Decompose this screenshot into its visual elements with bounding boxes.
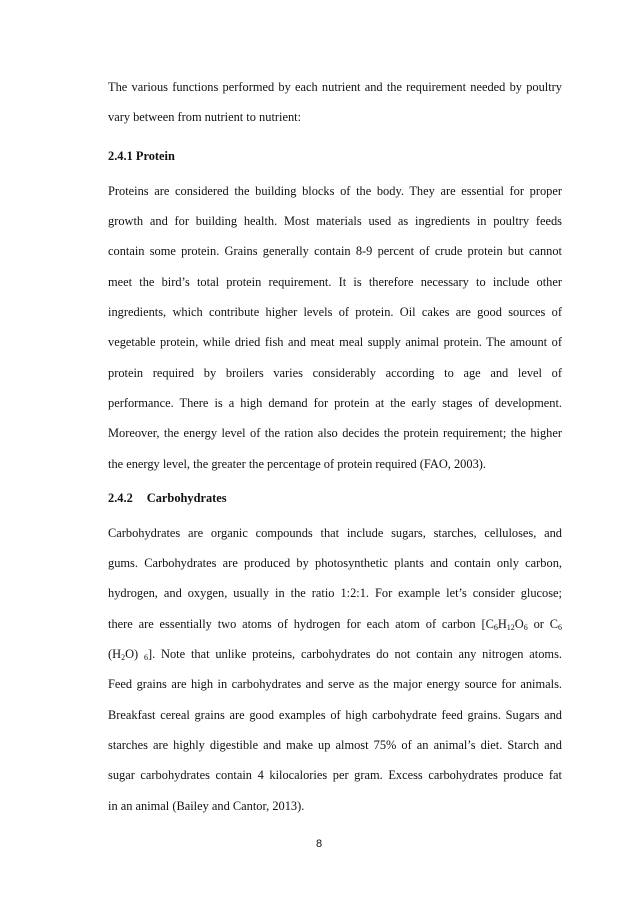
page-number: 8 xyxy=(315,838,323,850)
formula-text: (H xyxy=(108,647,122,661)
formula-text: O xyxy=(514,617,524,631)
paragraph-line: Proteins are considered the building blocks of the body. They are essential for proper xyxy=(108,184,562,198)
paragraph-line: hydrogen, and oxygen, usually in the ratio 1:2:1. For example let’s consider glucose; xyxy=(108,586,562,600)
paragraph-line: gums. Carbohydrates are produced by photosynthetic plants and contain only carbon, xyxy=(108,556,562,570)
paragraph-line: meet the bird’s total protein requirement. It is therefore necessary to include other xyxy=(108,275,562,289)
subscript: 2 xyxy=(121,653,126,662)
intro-line: The various functions performed by each nutrient and the requirement needed by poultry xyxy=(108,80,562,94)
formula-text: there are essentially two atoms of hydrogen for each atom of carbon [C xyxy=(108,617,494,631)
formula-text: O) xyxy=(125,647,144,661)
paragraph-line: vegetable protein, while dried fish and meat meal supply animal protein. The amount of xyxy=(108,335,562,349)
section-heading-protein xyxy=(108,148,175,164)
formula-text: H xyxy=(497,617,507,631)
paragraph-line: performance. There is a high demand for protein at the early stages of development. xyxy=(108,396,562,410)
paragraph-line: in an animal (Bailey and Cantor, 2013). xyxy=(108,799,305,813)
paragraph-line: starches are highly digestible and make up almost 75% of an animal’s diet. Starch and xyxy=(108,738,562,752)
section-title: Protein xyxy=(135,149,175,163)
formula-text: or C xyxy=(527,617,559,631)
paragraph-line: Feed grains are high in carbohydrates and serve as the major energy source for animals. xyxy=(108,677,562,691)
subscript: 6 xyxy=(493,623,498,632)
paragraph-line: Moreover, the energy level of the ration also decides the protein requirement; the higher xyxy=(108,426,562,440)
paragraph-line: contain some protein. Grains generally contain 8-9 percent of crude protein but cannot xyxy=(108,244,562,258)
paragraph-line: the energy level, the greater the percentage of protein required (FAO, 2003). xyxy=(108,457,486,471)
subscript: 6 xyxy=(558,623,563,632)
section-number: 2.4.1 xyxy=(108,149,133,163)
formula-text: ]. Note that unlike proteins, carbohydrates do not contain any nitrogen atoms. xyxy=(147,647,562,661)
paragraph-line: Breakfast cereal grains are good examples of high carbohydrate feed grains. Sugars and xyxy=(108,708,562,722)
formula-line xyxy=(108,616,562,632)
subscript: 6 xyxy=(143,653,148,662)
paragraph-line: Carbohydrates are organic compounds that include sugars, starches, celluloses, and xyxy=(108,526,562,540)
paragraph-line: protein required by broilers varies considerably according to age and level of xyxy=(108,366,562,380)
section-title: Carbohydrates xyxy=(146,491,227,505)
section-heading-carbohydrates xyxy=(108,490,227,506)
paragraph-line: sugar carbohydrates contain 4 kilocalories per gram. Excess carbohydrates produce fat xyxy=(108,768,562,782)
paragraph-line: growth and for building health. Most materials used as ingredients in poultry feeds xyxy=(108,214,562,228)
intro-line: vary between from nutrient to nutrient: xyxy=(108,110,302,124)
subscript: 12 xyxy=(506,623,515,632)
formula-line xyxy=(108,646,562,662)
paragraph-line: ingredients, which contribute higher levels of protein. Oil cakes are good sources of xyxy=(108,305,562,319)
section-number: 2.4.2 xyxy=(108,491,133,505)
subscript: 6 xyxy=(523,623,528,632)
